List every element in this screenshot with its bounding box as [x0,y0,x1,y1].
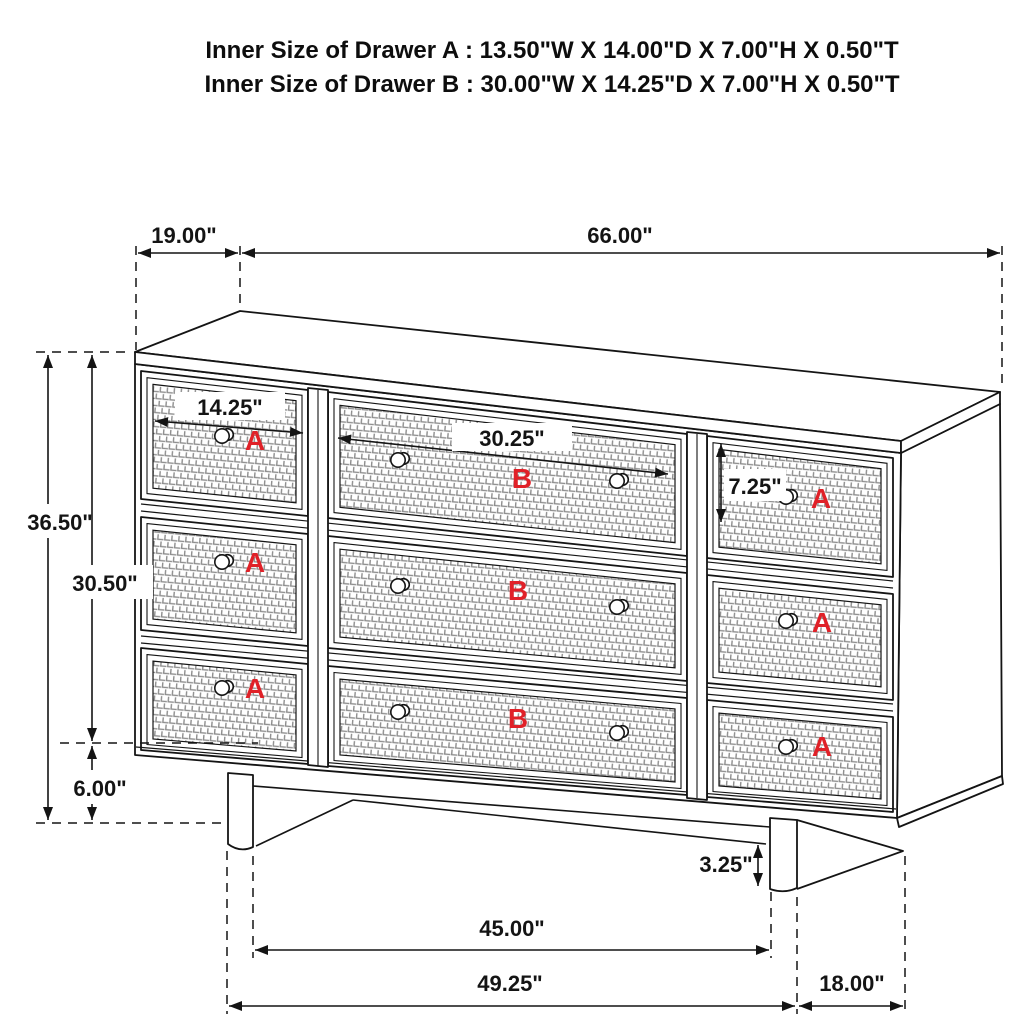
drawer-b-size-note: Inner Size of Drawer B : 30.00"W X 14.25"D X 7.00"H X 0.50"T [204,71,900,98]
base-rail-left-bevel [256,800,353,846]
dim-drawer-a-width-label: 14.25" [197,395,263,420]
drawer-front [141,517,308,646]
dim-base-clearance [699,845,758,886]
dim-leg-height [60,746,140,820]
front-right-leg [770,818,797,891]
dim-top-width-label: 66.00" [587,223,653,248]
dresser-side-panel [897,404,1003,827]
drawer-label: A [244,547,266,578]
dim-case-height-label: 30.50" [72,571,138,596]
drawer-label: B [507,575,529,606]
drawer-front [707,700,893,812]
drawer-label: B [511,463,533,494]
drawer-a-size-note: Inner Size of Drawer A : 13.50"W X 14.00"D X 7.00"H X 0.50"T [205,37,899,64]
dim-base-clearance-label: 3.25" [699,852,753,877]
drawer-label: B [507,703,529,734]
dim-base-depth-label: 18.00" [819,971,885,996]
drawer-label: A [810,483,832,514]
drawer-front [707,575,893,700]
dim-overall-height-label: 36.50" [27,510,93,535]
dim-drawer-b-width-label: 30.25" [479,426,545,451]
front-left-leg [228,773,253,849]
dim-leg-inner-span-label: 45.00" [479,916,545,941]
drawer-front [141,648,308,764]
drawer-label: A [811,607,833,638]
dim-leg-outer-span-label: 49.25" [477,971,543,996]
dim-drawer-height-label: 7.25" [728,474,782,499]
drawer-label: A [244,673,266,704]
dim-top-depth-label: 19.00" [151,223,217,248]
drawer-front [707,436,893,577]
dim-leg-inner-span [253,856,771,958]
size-note-header [204,37,899,98]
dim-leg-height-label: 6.00" [73,776,127,801]
right-leg-side-rail [797,820,903,889]
drawer-label: A [811,731,833,762]
drawer-label: A [244,425,266,456]
